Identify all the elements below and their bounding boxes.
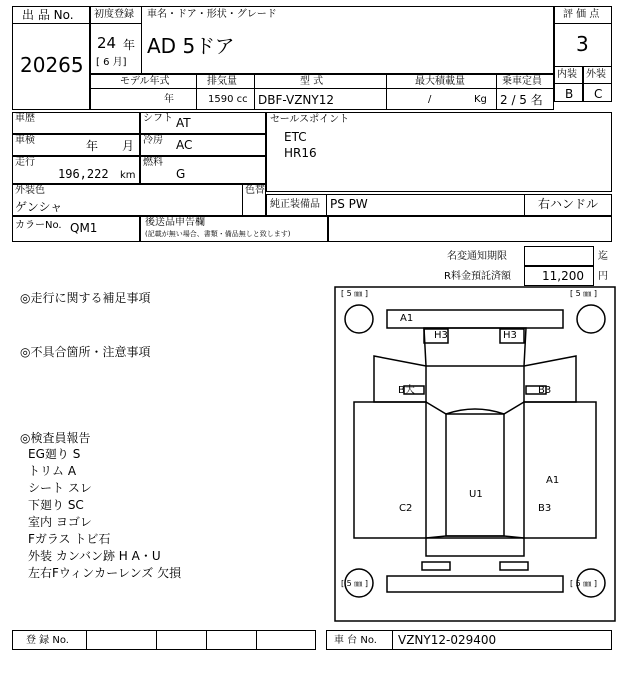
rear-bumper <box>387 576 563 592</box>
color-no: QM1 <box>70 221 98 235</box>
reg-no-label: 登 録 No. <box>26 635 69 646</box>
fuel: G <box>176 167 186 181</box>
inspector-item: シート スレ <box>28 481 92 495</box>
interior-label: 内装 <box>557 69 577 80</box>
first-reg-month: [ 6 月] <box>96 57 127 68</box>
interior-grade: B <box>565 87 574 101</box>
ac: AC <box>176 138 193 152</box>
recycle-amount: 11,200 <box>542 269 584 283</box>
docs-label: 後送品申告欄 <box>145 217 205 228</box>
tire-label-front-left: [ 5 ㎜ ] <box>341 289 368 298</box>
specs-mid-line <box>90 88 554 89</box>
color-change-label: 色替 <box>245 185 265 196</box>
inspector-list <box>28 446 181 582</box>
genuine-equipment-divider <box>326 194 327 216</box>
inspector-item: EG廻り S <box>28 447 81 461</box>
displacement-label: 排気量 <box>207 76 237 87</box>
defects-label: ◎不具合箇所・注意事項 <box>20 345 151 359</box>
sales-point-2: HR16 <box>284 146 317 160</box>
grade-label: 評 価 点 <box>563 9 600 20</box>
history-label: 車歴 <box>15 113 35 124</box>
roof <box>446 409 504 536</box>
mark-c2: C2 <box>399 503 413 514</box>
max-load-unit: Kg <box>474 94 487 105</box>
inspection-year: 年 <box>86 139 99 153</box>
specs-div-2 <box>254 74 255 110</box>
reg-no-div-3 <box>206 630 207 650</box>
color-no-label: カラーNo. <box>15 220 62 231</box>
mark-u1: U1 <box>469 489 483 500</box>
inspection-label: 車検 <box>15 135 35 146</box>
lot-number: 20265 <box>20 53 84 77</box>
mileage-label: 走行 <box>15 157 35 168</box>
mark-b3-upper: B3 <box>538 385 552 396</box>
sales-point-1: ETC <box>284 130 307 144</box>
first-reg-year: 24 <box>97 34 117 52</box>
reg-no-div-4 <box>256 630 257 650</box>
reg-no-div-2 <box>156 630 157 650</box>
specs-div-4 <box>496 74 497 110</box>
exterior-color: ゲンシャ <box>15 200 63 214</box>
name-change-unit: 迄 <box>598 251 608 262</box>
inspector-item: 室内 ヨゴレ <box>28 515 92 529</box>
reg-no-div-1 <box>86 630 87 650</box>
specs-div-1 <box>196 74 197 110</box>
capacity-label: 乗車定員 <box>502 76 542 87</box>
inspector-item: 左右Fウィンカーレンズ 欠損 <box>28 566 182 580</box>
first-reg-label: 初度登録 <box>94 9 134 20</box>
docs-note: (記載が無い場合、書類・備品無しと致します) <box>145 230 291 238</box>
front-bumper <box>387 310 563 328</box>
max-load: / <box>428 94 432 105</box>
mark-a1-top: A1 <box>400 313 414 324</box>
inspector-item: 外装 カンバン跡 H A・U <box>28 549 161 563</box>
chassis-no: VZNY12-029400 <box>398 633 497 647</box>
tire-front-right <box>577 305 605 333</box>
tail-lamp-left <box>422 562 450 570</box>
right-side <box>524 402 596 538</box>
tail-lamp-right <box>500 562 528 570</box>
driving-notes-label: ◎走行に関する補足事項 <box>20 291 151 305</box>
car-name: AD 5ドア <box>147 34 235 58</box>
mark-h3-right: H3 <box>503 330 517 341</box>
windshield <box>426 402 524 414</box>
car-name-label: 車名・ドア・形状・グレード <box>147 9 277 20</box>
displacement: 1590 cc <box>208 94 248 105</box>
genuine-equipment: PS PW <box>330 197 368 211</box>
car-name-divider <box>141 24 142 74</box>
mark-b3-lower: B3 <box>538 503 552 514</box>
lot-number-label: 出 品 No. <box>22 8 74 22</box>
recycle-label: R料金預託済額 <box>444 271 511 282</box>
inspection-month: 月 <box>122 139 135 153</box>
inspector-item: 下廻り SC <box>28 498 84 512</box>
inspector-item: トリム A <box>28 464 77 478</box>
sales-points-label: セールスポイント <box>270 114 350 125</box>
name-change-box <box>524 246 594 266</box>
car-damage-diagram <box>334 286 616 622</box>
mark-a1-right: A1 <box>546 475 560 486</box>
exterior-grade: C <box>594 87 603 101</box>
tire-label-rear-left: [ 5 ㎜ ] <box>341 579 368 588</box>
tire-front-left <box>345 305 373 333</box>
inspector-item: Fガラス トビ石 <box>28 532 111 546</box>
mark-b-dai: B大 <box>398 385 415 396</box>
diagram-frame <box>335 287 615 621</box>
genuine-equipment-label: 純正装備品 <box>270 199 320 210</box>
type-label: 型 式 <box>300 76 324 87</box>
exterior-label: 外装 <box>586 69 606 80</box>
color-change-divider <box>242 184 243 216</box>
tire-label-front-right: [ 5 ㎜ ] <box>570 289 597 298</box>
specs-div-3 <box>386 74 387 110</box>
shift-label: シフト <box>143 113 173 124</box>
model-year-label: モデル年式 <box>120 76 170 87</box>
ac-label: 冷房 <box>143 135 163 146</box>
rear-hatch <box>426 538 524 556</box>
steering-divider <box>524 194 525 216</box>
name-change-label: 名変通知期限 <box>447 251 507 262</box>
model-type: DBF-VZNY12 <box>258 93 335 107</box>
docs-extra-cell <box>328 216 612 242</box>
shift: AT <box>176 116 191 130</box>
chassis-no-label: 車 台 No. <box>334 635 377 646</box>
steering: 右ハンドル <box>538 197 599 211</box>
tire-label-rear-right: [ 5 ㎜ ] <box>570 579 597 588</box>
mark-h3-left: H3 <box>434 330 448 341</box>
chassis-no-divider <box>392 630 393 650</box>
max-load-label: 最大積載量 <box>415 76 465 87</box>
grade-split-line <box>554 83 612 84</box>
left-side <box>354 402 426 538</box>
exterior-color-label: 外装色 <box>15 185 45 196</box>
mileage: 196,222 <box>58 167 109 181</box>
recycle-unit: 円 <box>598 271 608 282</box>
mileage-unit: km <box>120 170 136 181</box>
model-year-unit: 年 <box>164 94 174 105</box>
grade: 3 <box>576 32 589 56</box>
inspector-label: ◎検査員報告 <box>20 431 91 445</box>
fuel-label: 燃料 <box>143 157 163 168</box>
first-reg-year-unit: 年 <box>123 38 136 52</box>
capacity: 2 / 5 名 <box>500 93 543 107</box>
